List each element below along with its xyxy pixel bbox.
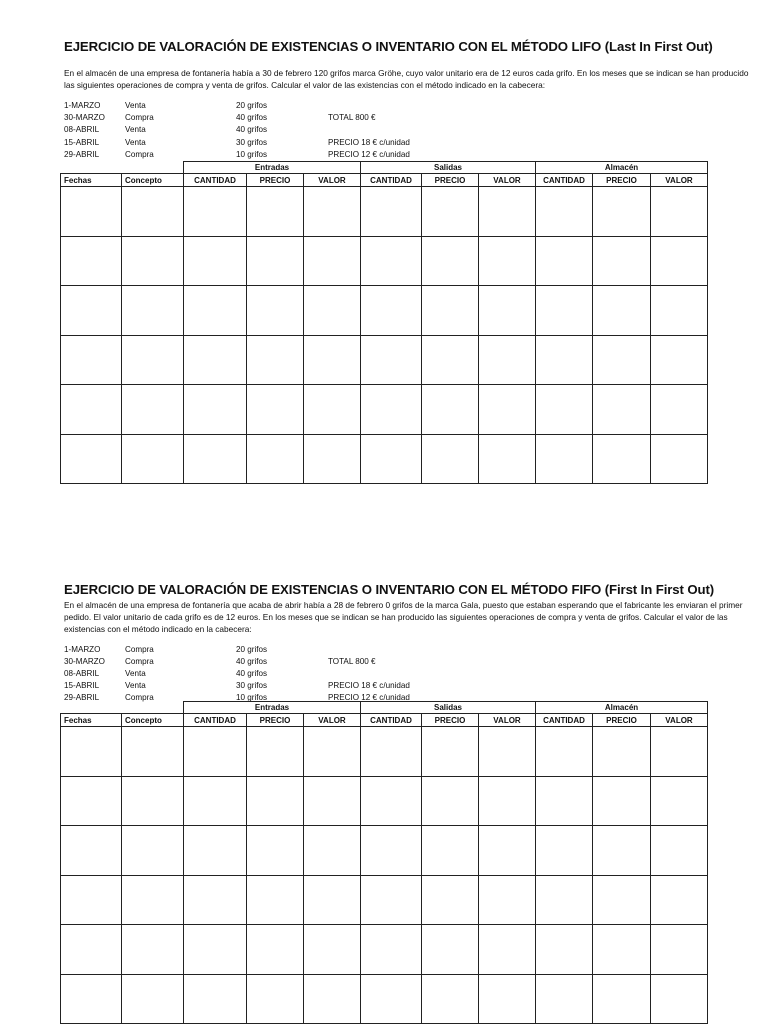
- table-cell-entradas-cantidad: [184, 776, 247, 826]
- operation-row: [64, 656, 710, 668]
- table-cell-salidas-valor: [479, 335, 536, 385]
- column-header-fechas: Fechas: [61, 174, 122, 187]
- table-cell-entradas-precio: [247, 385, 304, 435]
- table-cell-fechas: [61, 826, 122, 876]
- op-date: 29-ABRIL: [64, 693, 100, 702]
- table-cell-almacen-precio: [593, 925, 651, 975]
- column-header-entradas-cantidad: CANTIDAD: [184, 174, 247, 187]
- table-cell-salidas-cantidad: [361, 335, 422, 385]
- table-cell-almacen-precio: [593, 187, 651, 237]
- column-header-almacen-valor: VALOR: [651, 174, 708, 187]
- table-cell-almacen-valor: [651, 434, 708, 484]
- table-cell-concepto: [122, 286, 184, 336]
- table-cell-almacen-valor: [651, 335, 708, 385]
- table-cell-almacen-cantidad: [536, 335, 593, 385]
- table-cell-almacen-precio: [593, 776, 651, 826]
- op-type: Compra: [125, 693, 154, 702]
- table-cell-salidas-precio: [422, 875, 479, 925]
- table-cell-salidas-valor: [479, 385, 536, 435]
- table-cell-entradas-cantidad: [184, 974, 247, 1024]
- table-row: [61, 385, 708, 435]
- op-qty: 30 grifos: [236, 681, 268, 690]
- op-qty: 40 grifos: [236, 113, 268, 123]
- table-cell-entradas-valor: [304, 286, 361, 336]
- column-header-salidas-cantidad: CANTIDAD: [361, 174, 422, 187]
- op-note: TOTAL 800 €: [328, 113, 376, 123]
- op-type: Venta: [125, 125, 146, 135]
- table-cell-salidas-cantidad: [361, 385, 422, 435]
- table-cell-salidas-precio: [422, 727, 479, 777]
- table-cell-fechas: [61, 925, 122, 975]
- table-cell-entradas-cantidad: [184, 434, 247, 484]
- table-cell-fechas: [61, 286, 122, 336]
- op-qty: 40 grifos: [236, 125, 268, 135]
- table-cell-entradas-cantidad: [184, 925, 247, 975]
- column-header-almacen-cantidad: CANTIDAD: [536, 714, 593, 727]
- table-cell-entradas-cantidad: [184, 385, 247, 435]
- group-header-salidas: Salidas: [361, 702, 536, 714]
- table-cell-almacen-valor: [651, 236, 708, 286]
- table-cell-concepto: [122, 875, 184, 925]
- table-row: [61, 727, 708, 777]
- op-note: PRECIO 18 € c/unidad: [328, 681, 410, 690]
- table-cell-salidas-cantidad: [361, 925, 422, 975]
- table-cell-almacen-cantidad: [536, 385, 593, 435]
- operation-row: [64, 137, 710, 149]
- table-cell-concepto: [122, 236, 184, 286]
- table-cell-entradas-precio: [247, 974, 304, 1024]
- table-cell-salidas-precio: [422, 187, 479, 237]
- table-cell-entradas-valor: [304, 236, 361, 286]
- group-header-entradas: Entradas: [184, 162, 361, 174]
- table-row: [61, 776, 708, 826]
- lifo-section: [60, 38, 749, 484]
- table-row: [61, 974, 708, 1024]
- op-type: Venta: [125, 681, 146, 690]
- table-cell-entradas-valor: [304, 434, 361, 484]
- op-date: 30-MARZO: [64, 657, 105, 666]
- table-cell-almacen-precio: [593, 286, 651, 336]
- fifo-inventory-table: [60, 701, 708, 1024]
- table-cell-salidas-valor: [479, 286, 536, 336]
- table-cell-entradas-valor: [304, 776, 361, 826]
- group-header-salidas: Salidas: [361, 162, 536, 174]
- table-cell-salidas-valor: [479, 236, 536, 286]
- lifo-operations: [64, 100, 710, 161]
- column-header-entradas-cantidad: CANTIDAD: [184, 714, 247, 727]
- table-cell-almacen-valor: [651, 875, 708, 925]
- header-spacer: [61, 702, 184, 714]
- op-qty: 40 grifos: [236, 669, 268, 678]
- table-cell-almacen-precio: [593, 236, 651, 286]
- table-cell-salidas-cantidad: [361, 286, 422, 336]
- op-date: 29-ABRIL: [64, 149, 100, 159]
- table-cell-fechas: [61, 236, 122, 286]
- op-date: 15-ABRIL: [64, 681, 100, 690]
- table-cell-salidas-precio: [422, 286, 479, 336]
- op-qty: 40 grifos: [236, 657, 268, 666]
- table-cell-almacen-precio: [593, 727, 651, 777]
- table-cell-entradas-valor: [304, 385, 361, 435]
- table-cell-concepto: [122, 727, 184, 777]
- table-cell-almacen-valor: [651, 776, 708, 826]
- table-cell-entradas-valor: [304, 187, 361, 237]
- table-cell-salidas-cantidad: [361, 826, 422, 876]
- op-note: TOTAL 800 €: [328, 657, 376, 666]
- lifo-statement: En el almacén de una empresa de fontanería había a 30 de febrero 120 grifos marca Gröhe, cuyo valor unitario era de 12 euros cada grifo. En los meses que se indican se han producido las siguientes operaciones de compra y venta de grifos. Calcular el valor de las existencias con el método indicado en la cabecera:: [64, 68, 749, 90]
- table-row: [61, 925, 708, 975]
- lifo-inventory-table: [60, 161, 708, 484]
- op-date: 08-ABRIL: [64, 669, 100, 678]
- column-header-concepto: Concepto: [122, 174, 184, 187]
- op-type: Compra: [125, 657, 154, 666]
- column-header-salidas-valor: VALOR: [479, 174, 536, 187]
- table-cell-salidas-valor: [479, 925, 536, 975]
- table-cell-almacen-cantidad: [536, 236, 593, 286]
- table-cell-fechas: [61, 776, 122, 826]
- op-date: 1-MARZO: [64, 101, 101, 110]
- table-cell-fechas: [61, 974, 122, 1024]
- table-cell-salidas-precio: [422, 335, 479, 385]
- table-cell-salidas-cantidad: [361, 974, 422, 1024]
- fifo-operations: [64, 644, 710, 701]
- table-cell-salidas-precio: [422, 826, 479, 876]
- table-cell-entradas-precio: [247, 187, 304, 237]
- column-header-almacen-valor: VALOR: [651, 714, 708, 727]
- table-cell-concepto: [122, 335, 184, 385]
- table-cell-salidas-precio: [422, 236, 479, 286]
- table-cell-entradas-valor: [304, 335, 361, 385]
- table-row: [61, 875, 708, 925]
- table-cell-almacen-precio: [593, 826, 651, 876]
- operation-row: [64, 112, 710, 124]
- column-header-salidas-valor: VALOR: [479, 714, 536, 727]
- table-cell-entradas-valor: [304, 727, 361, 777]
- column-header-salidas-precio: PRECIO: [422, 174, 479, 187]
- table-cell-almacen-precio: [593, 434, 651, 484]
- table-cell-almacen-cantidad: [536, 434, 593, 484]
- table-cell-salidas-valor: [479, 776, 536, 826]
- table-cell-concepto: [122, 826, 184, 876]
- group-header-entradas: Entradas: [184, 702, 361, 714]
- table-cell-concepto: [122, 434, 184, 484]
- table-cell-entradas-cantidad: [184, 236, 247, 286]
- table-cell-fechas: [61, 434, 122, 484]
- table-cell-salidas-valor: [479, 187, 536, 237]
- table-cell-concepto: [122, 385, 184, 435]
- table-cell-entradas-precio: [247, 727, 304, 777]
- table-cell-almacen-precio: [593, 335, 651, 385]
- table-cell-fechas: [61, 335, 122, 385]
- op-date: 30-MARZO: [64, 113, 105, 123]
- op-note: PRECIO 18 € c/unidad: [328, 137, 410, 147]
- table-cell-almacen-valor: [651, 826, 708, 876]
- table-row: [61, 286, 708, 336]
- table-cell-salidas-cantidad: [361, 187, 422, 237]
- table-cell-entradas-cantidad: [184, 826, 247, 876]
- op-type: Compra: [125, 645, 154, 654]
- table-cell-almacen-precio: [593, 875, 651, 925]
- table-cell-fechas: [61, 385, 122, 435]
- table-cell-salidas-valor: [479, 875, 536, 925]
- column-header-almacen-cantidad: CANTIDAD: [536, 174, 593, 187]
- table-row: [61, 335, 708, 385]
- table-cell-entradas-precio: [247, 236, 304, 286]
- op-qty: 10 grifos: [236, 149, 268, 159]
- op-type: Venta: [125, 669, 146, 678]
- column-header-entradas-valor: VALOR: [304, 714, 361, 727]
- op-type: Venta: [125, 137, 146, 147]
- op-type: Venta: [125, 101, 146, 110]
- table-cell-concepto: [122, 925, 184, 975]
- op-qty: 20 grifos: [236, 645, 268, 654]
- table-cell-entradas-precio: [247, 286, 304, 336]
- table-cell-concepto: [122, 187, 184, 237]
- table-row: [61, 826, 708, 876]
- table-cell-entradas-valor: [304, 875, 361, 925]
- column-header-entradas-precio: PRECIO: [247, 714, 304, 727]
- table-cell-almacen-cantidad: [536, 776, 593, 826]
- table-cell-almacen-precio: [593, 974, 651, 1024]
- op-date: 15-ABRIL: [64, 137, 100, 147]
- column-header-almacen-precio: PRECIO: [593, 174, 651, 187]
- operation-row: [64, 149, 710, 161]
- table-cell-entradas-cantidad: [184, 727, 247, 777]
- table-cell-salidas-valor: [479, 826, 536, 876]
- column-header-salidas-precio: PRECIO: [422, 714, 479, 727]
- table-row: [61, 434, 708, 484]
- table-cell-almacen-valor: [651, 974, 708, 1024]
- table-cell-salidas-cantidad: [361, 236, 422, 286]
- table-cell-almacen-valor: [651, 187, 708, 237]
- column-header-concepto: Concepto: [122, 714, 184, 727]
- table-cell-salidas-precio: [422, 434, 479, 484]
- group-header-almacen: Almacén: [536, 162, 708, 174]
- table-cell-almacen-cantidad: [536, 925, 593, 975]
- op-qty: 10 grifos: [236, 693, 268, 702]
- operation-row: [64, 100, 710, 112]
- table-cell-concepto: [122, 776, 184, 826]
- table-cell-almacen-cantidad: [536, 187, 593, 237]
- table-cell-salidas-precio: [422, 776, 479, 826]
- table-cell-entradas-precio: [247, 925, 304, 975]
- op-date: 1-MARZO: [64, 645, 101, 654]
- table-cell-salidas-cantidad: [361, 727, 422, 777]
- table-cell-entradas-cantidad: [184, 286, 247, 336]
- fifo-title: EJERCICIO DE VALORACIÓN DE EXISTENCIAS O INVENTARIO CON EL MÉTODO FIFO (First In First Out): [64, 582, 715, 597]
- table-cell-almacen-valor: [651, 286, 708, 336]
- lifo-title: EJERCICIO DE VALORACIÓN DE EXISTENCIAS O INVENTARIO CON EL MÉTODO LIFO (Last In First Out): [64, 39, 713, 54]
- table-cell-salidas-valor: [479, 434, 536, 484]
- table-cell-salidas-precio: [422, 974, 479, 1024]
- table-cell-almacen-cantidad: [536, 875, 593, 925]
- operation-row: [64, 644, 710, 656]
- table-cell-salidas-cantidad: [361, 776, 422, 826]
- op-type: Compra: [125, 113, 154, 123]
- group-header-almacen: Almacén: [536, 702, 708, 714]
- table-cell-entradas-cantidad: [184, 875, 247, 925]
- table-cell-almacen-valor: [651, 727, 708, 777]
- operation-row: [64, 680, 710, 692]
- column-header-almacen-precio: PRECIO: [593, 714, 651, 727]
- table-cell-almacen-valor: [651, 925, 708, 975]
- table-cell-salidas-cantidad: [361, 875, 422, 925]
- column-header-salidas-cantidad: CANTIDAD: [361, 714, 422, 727]
- op-note: PRECIO 12 € c/unidad: [328, 149, 410, 159]
- column-header-entradas-precio: PRECIO: [247, 174, 304, 187]
- table-cell-fechas: [61, 187, 122, 237]
- op-type: Compra: [125, 149, 154, 159]
- table-cell-entradas-cantidad: [184, 335, 247, 385]
- table-cell-almacen-valor: [651, 385, 708, 435]
- op-date: 08-ABRIL: [64, 125, 100, 135]
- op-note: PRECIO 12 € c/unidad: [328, 693, 410, 702]
- table-cell-entradas-valor: [304, 925, 361, 975]
- fifo-statement: En el almacén de una empresa de fontanería que acaba de abrir había a 28 de febrero 0 grifos de la marca Gala, puesto que estaban esperando que el fabricante les enviaran el primer pedido. El valor unitario de cada grifo es de 12 euros. En los meses que se indican se han producido las siguientes operaciones de compra y venta de grifos. Calcular el valor de las existencias con el método indicado en la cabecera:: [64, 600, 743, 634]
- table-cell-fechas: [61, 875, 122, 925]
- table-cell-entradas-valor: [304, 826, 361, 876]
- table-cell-entradas-valor: [304, 974, 361, 1024]
- header-spacer: [61, 162, 184, 174]
- column-header-entradas-valor: VALOR: [304, 174, 361, 187]
- table-cell-entradas-precio: [247, 776, 304, 826]
- table-cell-almacen-cantidad: [536, 286, 593, 336]
- table-cell-fechas: [61, 727, 122, 777]
- table-cell-entradas-cantidad: [184, 187, 247, 237]
- table-cell-salidas-precio: [422, 925, 479, 975]
- table-cell-entradas-precio: [247, 434, 304, 484]
- table-row: [61, 187, 708, 237]
- table-cell-salidas-precio: [422, 385, 479, 435]
- table-cell-almacen-cantidad: [536, 727, 593, 777]
- table-cell-salidas-valor: [479, 974, 536, 1024]
- table-row: [61, 236, 708, 286]
- table-cell-entradas-precio: [247, 826, 304, 876]
- table-cell-entradas-precio: [247, 875, 304, 925]
- op-qty: 30 grifos: [236, 137, 268, 147]
- operation-row: [64, 668, 710, 680]
- table-cell-entradas-precio: [247, 335, 304, 385]
- table-cell-almacen-cantidad: [536, 974, 593, 1024]
- table-cell-salidas-valor: [479, 727, 536, 777]
- op-qty: 20 grifos: [236, 101, 268, 110]
- table-cell-almacen-precio: [593, 385, 651, 435]
- operation-row: [64, 124, 710, 136]
- table-cell-almacen-cantidad: [536, 826, 593, 876]
- column-header-fechas: Fechas: [61, 714, 122, 727]
- table-cell-concepto: [122, 974, 184, 1024]
- table-cell-salidas-cantidad: [361, 434, 422, 484]
- fifo-section: [60, 581, 743, 1024]
